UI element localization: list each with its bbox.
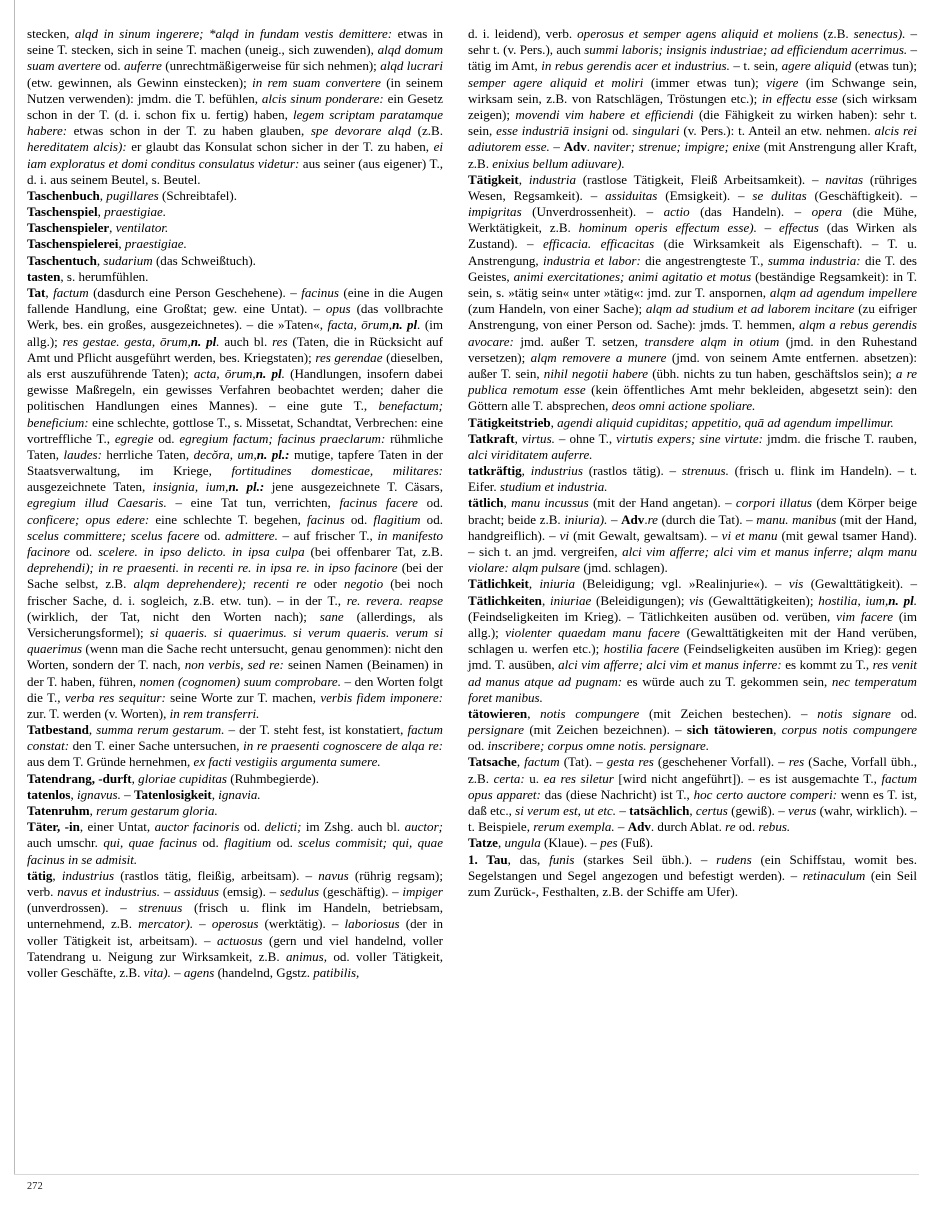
entry-taetlich: tätlich, manu incussus (mit der Hand angetan). – corpori illatus (dem Körper beige bracht; beide z.B. iniuria). – Adv.re (durch die Tat). – manu. manibus (mit der Hand, handgreiflich). – vi (mit Gewalt, gewaltsam). – vi et manu (mit gewal tsamer Hand). – sich t. an jmd. vergreifen, alci vim afferre; alci vim et manus inferre; alqm manu violare: alqm pulsare (jmd. schlagen).: [468, 495, 918, 576]
entry-taeter-in: Täter, -in, einer Untat, auctor facinoris od. delicti; im Zshg. auch bl. auctor; auch umschr. qui, quae facinus od. flagitium od. scelus commisit; qui, quae facinus in se admisit.: [27, 819, 443, 867]
entry-tasten: tasten, s. herumfühlen.: [27, 268, 149, 284]
entry-tatkraft: Tatkraft, virtus. – ohne T., virtutis expers; sine virtute: jmdm. die frische T. rauben, alci viriditatem auferre.: [468, 430, 917, 462]
column-right: [468, 26, 917, 900]
entry-tau: 1. Tau, das, funis (starkes Seil übh.). – rudens (ein Schiffstau, womit bes. Segelstangen und Segel angezogen und befestigt werden). – retinaculum (ein Seil zum Zurück-, Festhalten, z.B. der Schiffe am Ufer).: [468, 851, 918, 899]
entry-taetig-continued: d. i. leidend), verb. operosus et semper agens aliquid et moliens (z.B. senectus). – sehr t. (v. Pers.), auch summi laboris; insignis industriae; ad efficiendum acerrimus. – tätig im Amt, in rebus gerendis acer et industrius. – t. sein, agere aliquid (etwas tun); semper agere aliquid et moliri (immer etwas tun); vigere (im Schwange sein, wirksam sein, z.B. von Ratschlägen, Tröstungen etc.); in effectu esse (sich wirksam zeigen); movendi vim habere et efficiendi (die Fähigkeit zu wirken haben): sehr t. sein, esse industriā insigni od. singulari (v. Pers.): t. Anteil an etw. nehmen. alcis rei adiutorem esse. – Adv. naviter; strenue; impigre; enixe (mit Anstrengung aller Kraft, z.B. enixius bellum adiuvare).: [468, 26, 918, 171]
entry-tatsache: Tatsache, factum (Tat). – gesta res (geschehener Vorfall). – res (Sache, Vorfall übh., z.B. certa: u. ea res siletur [wird nicht angeführt]). – es ist ausgemachte T., factum opus apparet: das (diese Nachricht) ist T., hoc certo auctore comperi: wenn es T. ist, daß etc., si verum est, ut etc. – tatsächlich, certus (gewiß). – verus (wahr, wirklich). – t. Beispiele, rerum exempla. – Adv. durch Ablat. re od. rebus.: [468, 754, 918, 835]
entry-tatenlos: tatenlos, ignavus. – Tatenlosigkeit, ignavia.: [27, 786, 261, 802]
entry-taetig: tätig, industrius (rastlos tätig, fleißig, arbeitsam). – navus (rührig regsam); verb. navus et industrius. – assiduus (emsig). – sedulus (geschäftig). – impiger (unverdrossen). – strenuus (frisch u. flink im Handeln, betriebsam, unternehmend, z.B. mercator). – operosus (werktätig). – laboriosus (der in voller Tätigkeit ist, arbeitsam). – actuosus (gern und viel handelnd, voller Tatendrang u. Neigung zur Wirksamkeit, z.B. animus, od. voller Tätigkeit, voller Geschäfte, z.B. vita). – agens (handelnd, Ggstz. patibilis,: [27, 867, 443, 980]
entry-taschentuch: Taschentuch, sudarium (das Schweißtuch).: [27, 252, 256, 268]
entry-taetigkeit: Tätigkeit, industria (rastlose Tätigkeit, Fleiß Arbeitsamkeit). – navitas (rühriges Wesen, Regsamkeit). – assiduitas (Emsigkeit). – se dulitas (Geschäftigkeit). – impigritas (Unverdrossenheit). – actio (das Handeln). – opera (die Mühe, Werktätigkeit, z.B. hominum operis effectum esse). – effectus (das Wirken als Zustand). – efficacia. efficacitas (die Wirksamkeit als Eigenschaft). – T. u. Anstrengung, industria et labor: die angestrengteste T., summa industria: die T. des Geistes, animi exercitationes; animi agitatio et motus (beständige Regsamkeit): in T. sein, s. »tätig sein« unter »tätig«: jmd. zur T. anspornen, alqm ad agendum impellere (zum Handeln, von einer Sache); alqm ad studium et ad laborem incitare (zu eifriger Anstrengung, von einer Person od. Sache): jmds. T. hemmen, alqm a rebus gerendis avocare: jmd. außer T. setzen, transdere alqm in otium (jmd. in den Ruhestand versetzen); alqm removere a munere (jmd. von seinem Amte entfernen. absetzen): außer T. sein, nihil negotii habere (übh. nichts zu tun haben, geschäftslos sein); a re publica remotum esse (kein öffentliches Amt mehr bekleiden, abgesetzt sein): den Göttern alle T. absprechen, deos omni actione spoliare.: [468, 171, 918, 414]
entry-taetowieren: tätowieren, notis compungere (mit Zeichen bestechen). – notis signare od. persignare (mit Zeichen bezeichnen). – sich tätowieren, corpus notis compungere od. inscribere; corpus omne notis. persignare.: [468, 705, 918, 754]
entry-taetigkeitstrieb: Tätigkeitstrieb, agendi aliquid cupiditas; appetitio, quā ad agendum impellimur.: [468, 414, 894, 430]
entry-tatbestand: Tatbestand, summa rerum gestarum. – der T. steht fest, ist konstatiert, factum constat: den T. einer Sache untersuchen, in re praesenti cognoscere de alqa re: aus dem T. Gründe hernehmen, ex facti vestigiis argumenta sumere.: [27, 722, 443, 770]
entry-taetlichkeit: Tätlichkeit, iniuria (Beleidigung; vgl. »Realinjurie«). – vis (Gewalttätigkeit). – Tätlichkeiten, iniuriae (Beleidigungen); vis (Gewalttätigkeiten); hostilia, ium,n. pl. (Feindseligkeiten im Krieg). – Tätlichkeiten ausüben od. verüben, vim facere (im allg.); violenter quaedam manu facere (Gewalttätigkeiten mit der Hand verüben, schlagen u. werfen etc.); hostilia facere (Feindseligkeiten ausüben im Krieg): gegen jmd. T. ausüben, alci vim afferre; alci vim et manus inferre: es kommt zu T., res venit ad manus atque ad pugnam: es würde auch zu T. gekommen sein, nec temperatum foret manibus.: [468, 576, 918, 705]
entry-tatze: Tatze, ungula (Klaue). – pes (Fuß).: [468, 835, 654, 851]
entry-tasche-continued: stecken, alqd in sinum ingerere; *alqd in fundam vestis demittere: etwas in seine T. stecken, sich in seine T. machen (uneig., sich zuwenden), alqd domum suam avertere od. auferre (unrechtmäßigerweise für sich nehmen); alqd lucrari (etw. gewinnen, als Gewinn einstecken); in rem suam convertere (in seinem Nutzen verwenden): jmdm. die T. befühlen, alcis sinum ponderare: ein Gesetz schon in der T. (d. i. schon fix u. fertig) haben, legem scriptam paratamque habere: etwas schon in der T. zu haben glauben, spe devorare alqd (z.B. hereditatem alcis): er glaubt das Konsulat schon sicher in der T. zu haben, ei iam exploratus et domi conditus consulatus videtur: aus seiner (aus eigener) T., d. i. aus seinem Beutel, s. Beutel.: [27, 26, 444, 187]
column-left: [27, 26, 443, 981]
page-number: 272: [27, 1181, 43, 1192]
entry-tatenruhm: Tatenruhm, rerum gestarum gloria.: [27, 803, 218, 818]
entry-taschenbuch: Taschenbuch, pugillares (Schreibtafel).: [27, 187, 237, 203]
entry-taschenspieler: Taschenspieler, ventilator.: [27, 220, 169, 236]
entry-tatkraeftig: tatkräftig, industrius (rastlos tätig). – strenuus. (frisch u. flink im Handeln). – t. Eifer. studium et industria.: [468, 463, 917, 495]
entry-taschenspiel: Taschenspiel, praestigiae.: [27, 204, 167, 220]
entry-taschenspielerei: Taschenspielerei, praestigiae.: [27, 236, 187, 252]
entry-tat: Tat, factum (dasdurch eine Person Geschehene). – facinus (eine in die Augen fallende Handlung, eine Großtat; gew. eine Untat). – opus (das vollbrachte Werk, bes. ein großes, ausgezeichnetes). – die »Taten«, facta, ōrum,n. pl. (im allg.); res gestae. gesta, ōrum,n. pl. auch bl. res (Taten, die in Rücksicht auf Amt und Pflicht ausgeführt werden, bes. Kriegstaten); res gerendae (dieselben, als erst auszuführende Taten); acta, ōrum,n. pl. (Handlungen, insofern dabei gewisse Maßregeln, ein gewisses Verfahren beobachtet werden; daher die politischen Handlungen eines Mannes). – eine gute T., benefactum; beneficium: eine schlechte, gottlose T., s. Missetat, Schandtat, Verbrechen: eine vortreffliche T., egregie od. egregium factum; facinus praeclarum: rühmliche Taten, laudes: herrliche Taten, decŏra, um,n. pl.: mutige, tapfere Taten in der Staatsverwaltung, im Kriege, fortitudines domesticae, militares: ausgezeichnete Taten, insignia, ium,n. pl.: jene ausgezeichnete T. Cäsars, egregium illud Caesaris. – eine Tat tun, verrichten, facinus facere od. conficere; opus edere: eine schlechte T. begehen, facinus od. flagitium od. scelus committere; scelus facere od. admittere. – auf frischer T., in manifesto facinore od. scelere. in ipso delicto. in ipsa culpa (bei offenbarer Tat, z.B. deprehendi); in re praesenti. in recenti re. in ipsa re. in ipso facinore (bei der Sache selbst, z.B. alqm deprehendere); recenti re oder negotio (bei noch frischer Sache, d. i. sogleich, z.B. etw. tun). – in der T., re. revera. reapse (wirklich, der Tat, nicht den Worten nach); sane (allerdings, als Versicherungsformel); si quaeris. si quaerimus. si verum quaeris. verum si quaerimus (wenn man die Sache recht untersucht, genau genommen): nicht den Worten, sondern der T. nach, non verbis, sed re: seinen Namen (Beinamen) in der T. haben, führen, nomen (cognomen) suum comprobare. – den Worten folgt die T., verba res sequitur: seine Worte zur T. machen, verbis fidem imponere: zur. T. werden (v. Worten), in rem transferri.: [27, 285, 444, 721]
entry-tatendrang-tatendurft: Tatendrang, -durft, gloriae cupiditas (Ruhmbegierde).: [27, 770, 319, 786]
